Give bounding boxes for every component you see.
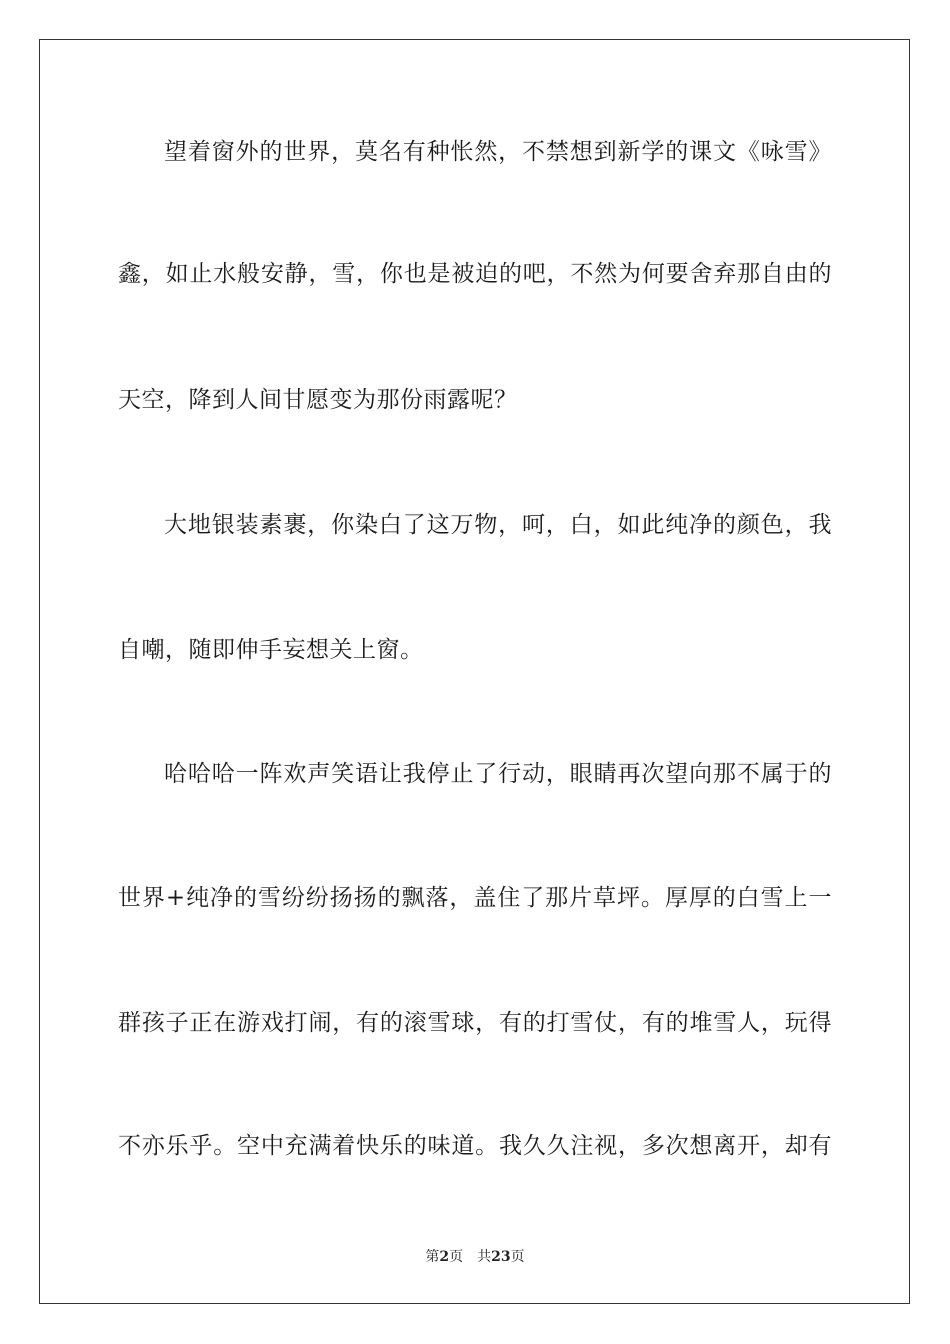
text-line: 世界+纯净的雪纷纷扬扬的飘落，盖住了那片草坪。厚厚的白雪上一 (118, 885, 832, 911)
page-border (39, 39, 910, 1304)
total-pages: 23 (491, 1249, 511, 1265)
page-suffix: 页 (449, 1249, 464, 1265)
page-number: 2 (439, 1249, 450, 1265)
total-suffix: 页 (510, 1249, 525, 1265)
text-line: 天空，降到人间甘愿变为那份雨露呢？ (118, 387, 518, 413)
text-line: 群孩子正在游戏打闹，有的滚雪球，有的打雪仗，有的堆雪人，玩得 (118, 1010, 832, 1036)
text-line: 不亦乐乎。空中充满着快乐的味道。我久久注视，多次想离开，却有 (118, 1133, 832, 1159)
page-prefix: 第 (425, 1249, 440, 1265)
text-line: 望着窗外的世界，莫名有种怅然，不禁想到新学的课文《咏雪》 (164, 139, 832, 165)
text-line: 自嘲，随即伸手妄想关上窗。 (118, 637, 424, 663)
text-line: 哈哈哈一阵欢声笑语让我停止了行动，眼睛再次望向那不属于的 (164, 761, 832, 787)
text-line: 大地银装素裹，你染白了这万物，呵，白，如此纯净的颜色，我 (164, 512, 832, 538)
total-prefix: 共 (477, 1249, 492, 1265)
text-line: 鑫，如止水般安静，雪，你也是被迫的吧，不然为何要舍弃那自由的 (118, 261, 832, 287)
page-footer (0, 1248, 950, 1266)
